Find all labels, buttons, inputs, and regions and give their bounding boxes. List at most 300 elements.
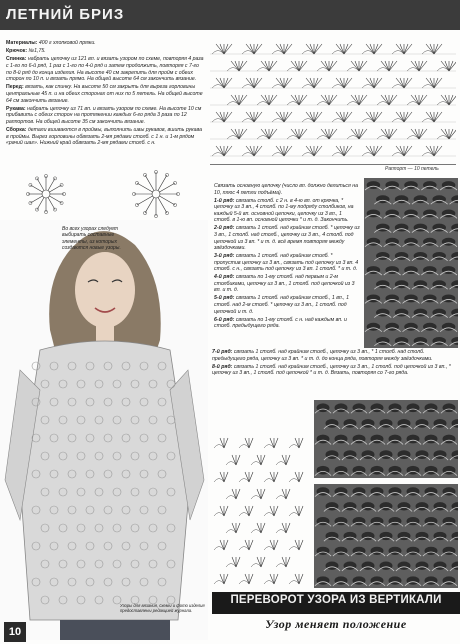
swatch-hole [404,181,418,189]
swatch-hole [362,562,375,570]
stitch-mark [220,146,224,156]
instruction-label: Перед: [6,84,26,91]
stitch-mark [224,44,228,54]
chain-arc [212,119,224,123]
swatch-hole [443,487,456,495]
stitch-mark [232,523,236,533]
instruction-label: Сборка: [6,127,28,134]
chain-arc [362,51,374,55]
chain-arc [362,85,374,89]
motif-picot [53,177,56,180]
stitch-mark [257,455,261,465]
stitch-mark [235,129,239,139]
footer-subtitle: Узор меняет положение [265,617,407,631]
stitch-mark [445,129,449,139]
stitch-mark [224,78,232,88]
stitch-mark [325,61,329,71]
instruction-paragraph [214,253,360,273]
stitch-mark [374,146,382,156]
stitch-mark [374,112,382,122]
swatch-hole [380,450,393,459]
stitch-mark [299,95,303,105]
stitch-mark [249,574,253,584]
stitch-mark [257,557,261,567]
swatch-hole [407,576,420,584]
stitch-mark [245,472,249,482]
chain-arc [287,68,299,72]
instruction-label: Крючок: [6,48,29,55]
swatch-hole [425,576,438,584]
stitch-mark [239,129,247,139]
instructions-left [6,40,204,148]
stitch-mark [220,112,224,122]
stitch-mark [389,61,397,71]
swatch-hole [344,450,357,459]
swatch-hole [443,576,456,584]
chain-arc [377,136,389,140]
swatch-hole [362,419,375,428]
swatch-hole [432,252,446,260]
swatch-hole [389,576,402,584]
motif-center [42,190,50,198]
swatch-hole [371,403,384,412]
swatch-hole [385,181,399,189]
swatch-hole [398,502,411,510]
swatch-hole [353,435,366,444]
stitch-mark [250,44,254,54]
stitch-mark [419,95,427,105]
stitch-mark [430,44,434,54]
chain-arc [347,68,359,72]
chain-arc [392,153,404,157]
stitch-mark [329,95,337,105]
swatch-hole [434,532,447,540]
swatch-hole [416,502,429,510]
instruction-label: 2-й ряд: [214,225,236,232]
swatch-hole [442,323,456,331]
instruction-label: 1-й ряд: [214,197,236,204]
stitch-mark [280,112,284,122]
swatch-hole [317,517,330,525]
stitch-mark [261,557,265,567]
stitch-mark [274,540,278,550]
stitch-mark [220,506,224,516]
stitch-mark [344,78,352,88]
chain-arc [242,85,254,89]
instruction-label: Рукава: [6,105,28,112]
chain-arc [242,153,254,157]
swatch-hole [442,181,456,189]
swatch-hole [317,403,330,412]
chain-arc [422,153,434,157]
stitch-mark [274,472,278,482]
instruction-label: Материалы: [6,40,39,46]
stitch-mark [224,146,232,156]
swatch-hole [362,502,375,510]
swatch-hole [385,266,399,274]
stitch-mark [270,438,274,448]
stitch-mark [340,44,344,54]
stitch-mark [274,438,278,448]
instruction-paragraph [6,56,204,82]
motif-spoke [48,197,55,209]
swatch-hole [398,419,411,428]
stitch-mark [224,44,232,54]
chain-arc [332,119,344,123]
stitch-mark [385,61,389,71]
chain-arc [272,153,284,157]
swatch-hole [443,435,456,444]
swatch-hole [404,266,418,274]
swatch-hole [443,547,456,555]
stitch-mark [269,95,277,105]
swatch-hole [407,435,420,444]
stitch-mark [224,112,228,122]
instruction-label: 3-й ряд: [214,253,236,260]
swatch-hole [371,466,384,475]
stitch-mark [239,129,243,139]
stitch-mark [269,129,277,139]
chain-arc [302,153,314,157]
stitch-mark [314,146,318,156]
stitch-mark [232,455,236,465]
swatch-hole [362,450,375,459]
stitch-mark [284,146,288,156]
lace-top-shape [20,341,190,620]
footer-title: ПЕРЕВОРОТ УЗОРА ИЗ ВЕРТИКАЛИ [230,594,442,606]
stitch-mark [340,146,344,156]
stitch-mark [224,574,228,584]
stitch-mark [359,61,367,71]
stitch-mark [340,112,344,122]
swatch-hole [425,466,438,475]
stitch-mark [280,44,284,54]
swatch-hole [432,224,446,232]
stitch-mark [269,129,273,139]
motif-spoke [48,178,55,190]
swatch-hole [344,562,357,570]
stitch-mark [434,112,438,122]
instruction-text: связать 1 столб. над крайним столб. * цепочку из 3 вп., 1 столб. над столб., цепочку из 3 вп., 4 столб. под цепочкой из 3 вп. * и т. д. всё время повторяя между звёздочками. [214,225,360,252]
swatch-hole [414,224,428,232]
stitch-mark [445,61,449,71]
stitch-mark [299,574,303,584]
stitch-mark [325,95,329,105]
stitch-mark [286,489,290,499]
instruction-text: связать по 1-му столб. с н. над каждым вп. и столб. предыдущего ряда. [214,316,347,330]
motif-spoke [30,185,42,192]
swatch-hole [416,419,429,428]
chain-arc [242,51,254,55]
stitch-mark [329,61,337,71]
swatch-hole [376,252,390,260]
stitch-mark [295,540,299,550]
stitch-mark [415,129,419,139]
swatch-hole [362,532,375,540]
stitch-mark [359,95,363,105]
stitch-mark [257,523,261,533]
stitch-mark [282,523,286,533]
stitch-mark [284,112,288,122]
trousers-shape [60,620,170,640]
page-number: 10 [4,622,26,642]
stitch-mark [374,44,382,54]
stitch-mark [299,129,303,139]
swatch-hole [335,576,348,584]
swatch-hole [432,280,446,288]
instruction-paragraph [6,84,204,104]
stitch-mark [370,44,374,54]
swatch-hole [398,562,411,570]
swatch-hole [380,502,393,510]
stitch-mark [400,78,404,88]
swatch-hole [407,517,420,525]
swatch-hole [395,252,409,260]
swatch-hole [407,403,420,412]
chain-arc [302,119,314,123]
stitch-mark [220,44,224,54]
stitch-mark [239,61,243,71]
swatch-hole [371,435,384,444]
chain-arc [407,136,419,140]
stitch-mark [404,112,412,122]
stitch-mark [355,61,359,71]
instruction-text: Связать основную цепочку (число вп. должно делиться на 10, плюс 4 петли подъёма). [214,183,358,196]
stitch-mark [249,438,253,448]
stitch-mark [284,78,292,88]
stitch-mark [310,146,314,156]
stitch-mark [299,472,303,482]
stitch-mark [236,455,240,465]
swatch-hole [407,487,420,495]
stitch-mark [220,438,224,448]
motif-picot [53,208,56,211]
swatch-hole [326,450,339,459]
swatch-hole [425,487,438,495]
stitch-mark [419,129,427,139]
chain-arc [272,51,284,55]
stitch-mark [254,78,262,88]
instruction-text: 400 г хлопковой пряжи. [38,40,96,46]
swatch-hole [398,450,411,459]
swatch-hole [423,238,437,246]
stitch-mark [254,112,258,122]
swatch-hole [376,195,390,203]
stitch-mark [224,540,228,550]
chain-arc [227,136,239,140]
swatch-hole [395,337,409,345]
instruction-text: связать столб. с 2 н. в 4-ю вп. от крючка, * цепочку из 3 вп., 4 столб. по 1-му подряду столбиков, на каждый 5-й вп. основной цепочки, цепочку из 3 вп., 1 столб. в 1-ю вп. основной цепочки * и т. д. Закончить. [214,197,354,224]
stitch-mark [400,44,404,54]
swatch-hole [389,435,402,444]
stitch-mark [224,146,228,156]
stitch-mark [404,44,408,54]
stitch-mark [245,438,249,448]
stitch-mark [254,146,258,156]
swatch-hole [389,487,402,495]
stitch-mark [359,95,367,105]
swatch-hole [367,238,381,246]
chain-arc [347,102,359,106]
stitch-mark [344,112,348,122]
chain-arc [212,51,224,55]
stitch-mark [419,61,423,71]
stitch-mark [400,146,404,156]
stitch-mark [314,78,318,88]
stitch-mark [224,78,228,88]
swatch-hole [442,209,456,217]
stitch-mark [415,61,419,71]
stitch-mark [282,489,286,499]
swatch-hole [414,252,428,260]
chain-arc [332,85,344,89]
chain-arc [437,136,449,140]
chain-arc [407,68,419,72]
swatch-hole [425,517,438,525]
swatch-hole [443,403,456,412]
motif-picot [135,203,138,206]
stitch-mark [236,557,240,567]
swatch-hole [353,466,366,475]
swatch-hole [335,487,348,495]
swatch-hole [404,209,418,217]
stitch-mark [295,574,299,584]
stitch-mark [310,44,314,54]
swatch-photo-3 [314,484,458,588]
stitch-mark [254,112,262,122]
stitch-mark [344,44,348,54]
stitch-mark [374,78,382,88]
swatch-hole [416,562,429,570]
swatch-hole [385,238,399,246]
stitch-mark [385,129,389,139]
chain-arc [422,51,434,55]
stitch-mark [329,95,333,105]
stitch-mark [359,129,363,139]
swatch-hole [317,487,330,495]
instruction-paragraph [6,127,204,147]
motif-spoke [30,196,42,203]
instruction-text: набрать цепочку из 121 вп. и вязать узором по схеме, повторяя 4 раза с 1-го по 6-й ряд, 1 раз с 1-го по 4-й ряд и затем продолжить, повторяя с 7-го по 8-й ряд до конца изделия. На высоте 40 см закрепить для пройм с обеих сторон по 10 п. и вязать прямо. На общей высоте 64 см закончить вязание. [6,56,204,83]
stitch-mark [265,95,269,105]
swatch-hole [344,532,357,540]
stitch-mark [329,61,333,71]
stitch-mark [280,146,284,156]
stitch-mark [449,61,453,71]
photo-caption: Узоры для вязания, схемы и фото изделия предоставлены редакцией журнала. [120,603,205,613]
swatch-hole [335,403,348,412]
stitch-mark [404,78,408,88]
chain-arc [257,136,269,140]
stitch-mark [344,112,352,122]
swatch-hole [353,576,366,584]
swatch-hole [443,517,456,525]
stitch-mark [299,438,303,448]
chain-arc [317,102,329,106]
stitch-mark [295,506,299,516]
stitch-mark [434,44,438,54]
chain-arc [437,102,449,106]
stitch-mark [449,95,453,105]
stitch-mark [430,112,434,122]
stitch-mark [370,78,374,88]
swatch-hole [371,487,384,495]
stitch-mark [224,506,228,516]
stitch-mark [299,61,307,71]
swatch-hole [317,435,330,444]
stitch-mark [295,95,299,105]
swatch-hole [385,209,399,217]
stitch-mark [314,112,322,122]
stitch-mark [224,472,228,482]
chain-arc [257,68,269,72]
stitch-mark [314,112,318,122]
stitch-mark [270,506,274,516]
swatch-hole [395,224,409,232]
swatch-hole [414,309,428,317]
swatch-hole [380,419,393,428]
swatch-hole [423,181,437,189]
swatch-hole [353,547,366,555]
swatch-hole [385,323,399,331]
swatch-photo-1 [364,178,458,348]
stitch-mark [245,574,249,584]
stitch-mark [344,146,352,156]
stitch-mark [245,506,249,516]
stitch-mark [220,472,224,482]
instruction-text: связать по 1-му столб. над первым и 2-м столбиками, цепочку из 3 вп., 1 столб. под цепочкой из 3 вп. и т. д. [214,274,355,294]
chain-arc [377,68,389,72]
stitch-mark [254,146,262,156]
stitch-mark [220,78,224,88]
swatch-hole [434,562,447,570]
swatch-hole [389,517,402,525]
stitch-mark [299,540,303,550]
motif-spoke [49,196,61,203]
chain-arc [362,153,374,157]
stitch-mark [299,129,307,139]
swatch-hole [376,337,390,345]
swatch-hole [389,547,402,555]
chain-arc [212,85,224,89]
stitch-mark [265,129,269,139]
swatch-hole [326,502,339,510]
chain-arc [332,153,344,157]
swatch-hole [317,576,330,584]
stitch-mark [236,523,240,533]
instruction-paragraph [214,295,360,315]
stitch-mark [314,44,322,54]
instruction-text: связать 1 столб. над крайним столб., 1 вп., 1 столб. над 2-м столб. * цепочку из 3 вп., 1 столб. под цепочкой и т. д. [214,295,349,315]
swatch-hole [367,294,381,302]
stitch-mark [434,146,442,156]
stitch-mark [374,146,378,156]
chain-arc [392,119,404,123]
stitch-mark [274,574,278,584]
swatch-hole [335,547,348,555]
stitch-mark [385,95,389,105]
swatch-hole [416,532,429,540]
swatch-hole [423,294,437,302]
stitch-mark [314,78,322,88]
stitch-mark [249,506,253,516]
swatch-hole [389,466,402,475]
stitch-mark [280,78,284,88]
swatch-photo-2 [314,400,458,478]
stitch-mark [239,95,243,105]
stitch-mark [434,78,438,88]
stitch-mark [261,523,265,533]
